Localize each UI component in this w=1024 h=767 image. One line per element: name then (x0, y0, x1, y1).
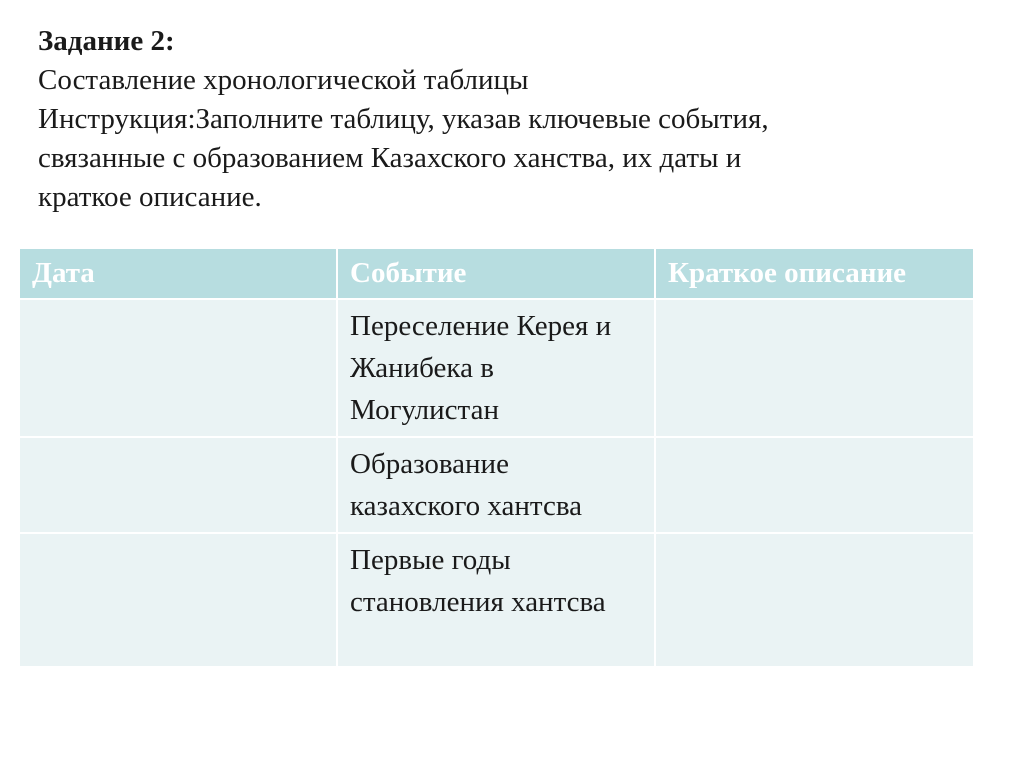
event-cell (337, 299, 655, 437)
chronology-table (18, 247, 975, 668)
task-instruction-line-3: краткое описание. (38, 181, 262, 213)
task-title: Задание 2: (38, 25, 175, 57)
task-instruction-line-1: Инструкция:Заполните таблицу, указав ключевые события, (38, 103, 769, 135)
event-value: Переселение Керея и Жанибека в Могулистан (350, 310, 612, 426)
date-cell[interactable] (19, 533, 337, 667)
table-header-row (19, 248, 974, 299)
table-row (19, 437, 974, 533)
event-value: Образование казахского хантсва (350, 448, 583, 522)
description-cell[interactable] (655, 437, 974, 533)
date-cell[interactable] (19, 437, 337, 533)
description-cell[interactable] (655, 299, 974, 437)
event-value: Первые годы становления хантсва (350, 544, 606, 618)
header-event: Событие (337, 248, 655, 299)
task-subtitle: Составление хронологической таблицы (38, 64, 529, 96)
header-date: Дата (19, 248, 337, 299)
event-cell (337, 437, 655, 533)
table-row (19, 299, 974, 437)
event-cell (337, 533, 655, 667)
task-heading (38, 22, 998, 217)
description-cell[interactable] (655, 533, 974, 667)
table-row (19, 533, 974, 667)
date-cell[interactable] (19, 299, 337, 437)
task-instruction-line-2: связанные с образованием Казахского ханства, их даты и (38, 142, 742, 174)
header-description: Краткое описание (655, 248, 974, 299)
